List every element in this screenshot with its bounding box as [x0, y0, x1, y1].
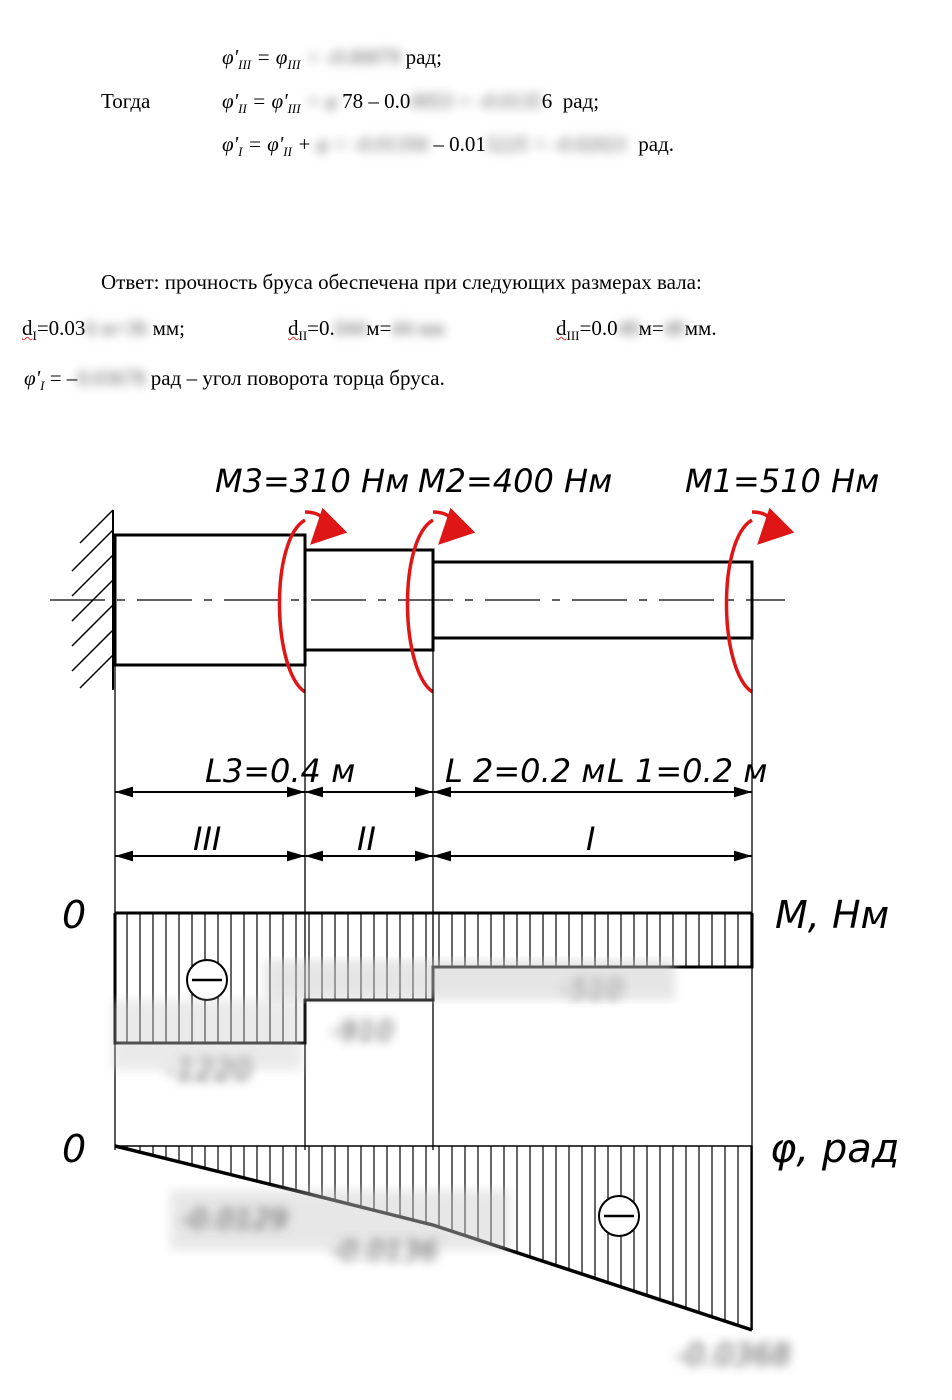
torque-value-3: -1220	[165, 1053, 253, 1088]
angle-zero-label: 0	[62, 1127, 87, 1171]
phi-symbol: φ'	[222, 45, 239, 69]
length-label-l3: L3=0.4 м	[205, 752, 356, 790]
angle-value-3: -0.0368	[675, 1338, 791, 1373]
answer-d1: $d_I=0.036$ м=36 мм;	[22, 316, 185, 343]
length-label-l1: L 1=0.2 м	[607, 752, 768, 790]
section-label-ii: II	[357, 820, 376, 858]
torque-zero-label: 0	[62, 893, 87, 937]
moment-label-m1: M1=510 Hм	[685, 462, 880, 500]
then-label: Тогда	[101, 89, 151, 113]
solution-line-2: $\varphi'_{II} = \varphi'_{III} + \varphi$ 78 – 0.00053 = -0.01356 рад;	[222, 89, 600, 116]
answer-phi: $\varphi'_I = -0.03678$ рад – угол поворота торца бруса.	[24, 366, 445, 393]
answer-d3: $d_{III}=0.048м=48мм$.	[556, 316, 717, 343]
moment-label-m3: M3=310 Hм	[215, 462, 410, 500]
solution-line-3: $\varphi'_I = \varphi'_{II} + \varphi = -0.01356 - 0.015225 = -0.02021$ рад.	[222, 132, 675, 159]
hidden-value: = -0.00079	[305, 45, 401, 69]
shaft-diagram	[0, 400, 952, 1400]
angle-value-1: -0.0129	[180, 1202, 289, 1235]
length-label-l2: L 2=0.2 м	[445, 752, 606, 790]
moment-arrows	[279, 512, 772, 692]
solution-line-1: $\varphi'_{III} = \varphi_{III} = -0.00079$ рад;	[222, 45, 442, 72]
section-label-i: I	[586, 820, 596, 858]
section-label-iii: III	[193, 820, 222, 858]
moment-label-m2: M2=400 Hм	[418, 462, 613, 500]
answer-title: Ответ: прочность бруса обеспечена при следующих размерах вала:	[101, 270, 702, 294]
angle-value-2: -0.0136	[330, 1234, 439, 1267]
answer-d2: $d_{II}=0.044м=44$ мм	[288, 316, 445, 343]
angle-axis-label: φ, рад	[770, 1126, 900, 1172]
torque-value-2: -910	[330, 1014, 394, 1047]
torque-axis-label: M, Hм	[775, 893, 890, 937]
